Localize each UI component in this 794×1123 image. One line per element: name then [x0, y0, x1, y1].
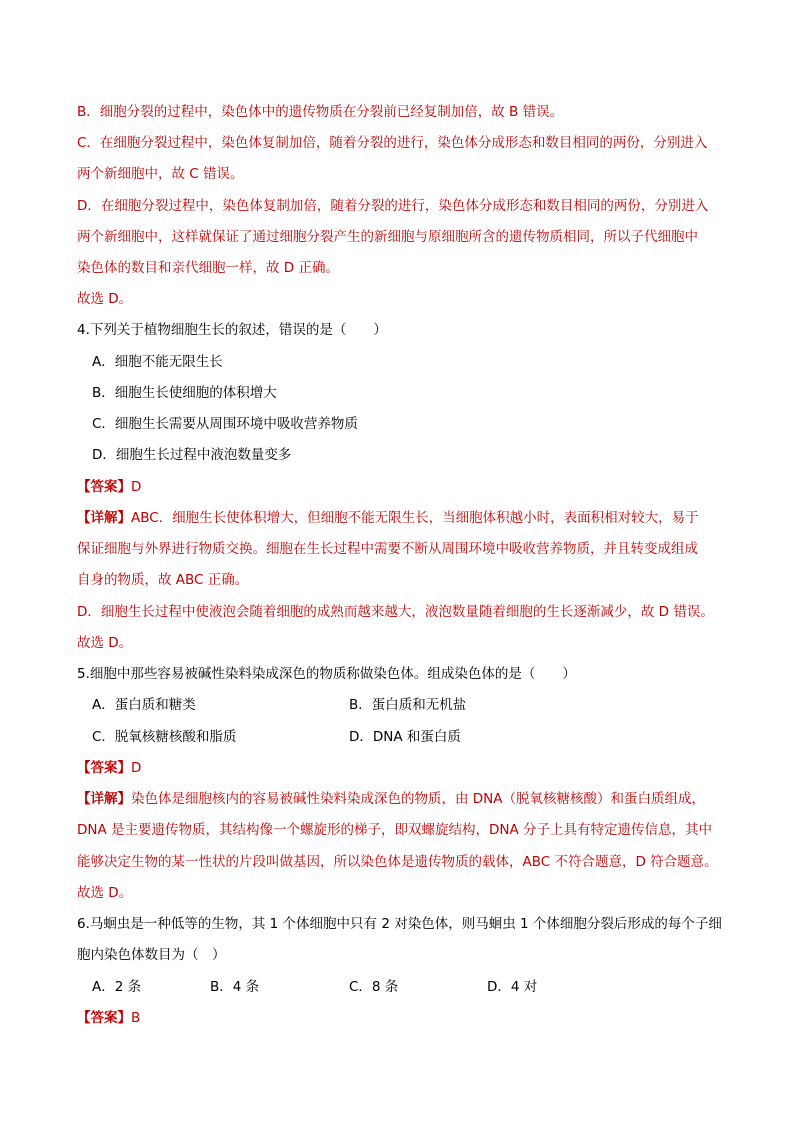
explain-c-line-1: C．在细胞分裂过程中，染色体复制加倍，随着分裂的进行，染色体分成形态和数目相同的两份，分别进入 [77, 135, 708, 151]
detail-label: 【详解】 [77, 510, 131, 526]
question-6-option-d: D．4 对 [487, 979, 538, 995]
question-5-option-c: C．脱氧核糖核酸和脂质 [92, 729, 237, 745]
detail-text: ABC．细胞生长使体积增大，但细胞不能无限生长，当细胞体积越小时，表面积相对较大，易于 [131, 510, 699, 526]
question-5-stem: 5.细胞中那些容易被碱性染料染成深色的物质称做染色体。组成染色体的是（ ） [77, 666, 576, 682]
question-5-answer [77, 758, 141, 778]
explain-conclusion: 故选 D。 [77, 291, 133, 307]
question-4-detail-line-4: D．细胞生长过程中使液泡会随着细胞的成熟而越来越大，液泡数量随着细胞的生长逐渐减少，故 D 错误。 [77, 604, 714, 620]
explain-d-line-1: D．在细胞分裂过程中，染色体复制加倍，随着分裂的进行，染色体分成形态和数目相同的两份，分别进入 [77, 198, 709, 214]
explain-d-line-2: 两个新细胞中，这样就保证了通过细胞分裂产生的新细胞与原细胞所含的遗传物质相同，所以子代细胞中 [77, 229, 698, 245]
detail-label: 【详解】 [77, 791, 131, 807]
question-5-option-d: D．DNA 和蛋白质 [349, 729, 461, 745]
question-5-option-a: A．蛋白质和糖类 [92, 697, 196, 713]
question-4-answer [77, 477, 141, 497]
question-4-detail-line-3: 自身的物质，故 ABC 正确。 [77, 572, 249, 588]
answer-value: D [131, 760, 142, 776]
question-6-stem-line-2: 胞内染色体数目为（ ） [77, 947, 226, 963]
question-5-option-b: B．蛋白质和无机盐 [349, 697, 467, 713]
question-4-option-c: C．细胞生长需要从周围环境中吸收营养物质 [92, 416, 358, 432]
question-4-conclusion: 故选 D。 [77, 635, 133, 651]
detail-text: 染色体是细胞核内的容易被碱性染料染成深色的物质，由 DNA（脱氧核糖核酸）和蛋白质组成， [131, 791, 706, 807]
explain-d-line-3: 染色体的数目和亲代细胞一样，故 D 正确。 [77, 260, 339, 276]
question-6-stem-line-1: 6.马蛔虫是一种低等的生物，其 1 个体细胞中只有 2 对染色体，则马蛔虫 1 个体细胞分裂后形成的每个子细 [77, 916, 722, 932]
answer-value: D [131, 479, 142, 495]
question-6-option-a: A．2 条 [92, 979, 142, 995]
answer-value: B [131, 1010, 141, 1026]
answer-label: 【答案】 [77, 479, 131, 495]
answer-label: 【答案】 [77, 1010, 131, 1026]
question-4-option-a: A．细胞不能无限生长 [92, 354, 223, 370]
question-5-detail-line-3: 能够决定生物的某一性状的片段叫做基因，所以染色体是遗传物质的载体，ABC 不符合题意，D 符合题意。 [77, 854, 718, 870]
question-4-stem: 4.下列关于植物细胞生长的叙述，错误的是（ ） [77, 322, 387, 338]
question-4-option-b: B．细胞生长使细胞的体积增大 [92, 385, 277, 401]
question-6-option-b: B．4 条 [210, 979, 260, 995]
question-4-option-d: D．细胞生长过程中液泡数量变多 [92, 447, 292, 463]
question-4-detail-line-2: 保证细胞与外界进行物质交换。细胞在生长过程中需要不断从周围环境中吸收营养物质，并且转变成组成 [77, 541, 698, 557]
answer-label: 【答案】 [77, 760, 131, 776]
question-6-option-c: C．8 条 [349, 979, 399, 995]
explain-c-line-2: 两个新细胞中，故 C 错误。 [77, 166, 244, 182]
question-5-detail-line-2: DNA 是主要遗传物质，其结构像一个螺旋形的梯子，即双螺旋结构，DNA 分子上具有特定遗传信息，其中 [77, 822, 713, 838]
question-6-answer [77, 1008, 140, 1028]
question-5-conclusion: 故选 D。 [77, 885, 133, 901]
question-4-detail-line-1 [77, 508, 699, 528]
explain-b-line: B．细胞分裂的过程中，染色体中的遗传物质在分裂前已经复制加倍，故 B 错误。 [77, 104, 564, 120]
question-5-detail-line-1 [77, 789, 705, 809]
